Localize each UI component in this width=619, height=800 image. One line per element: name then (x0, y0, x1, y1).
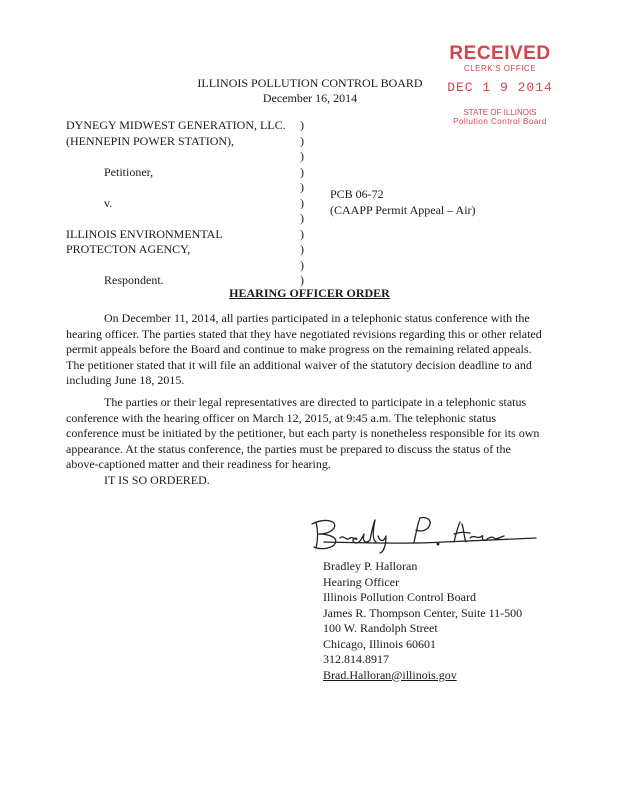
stamp-state-line1: STATE OF ILLINOIS (463, 108, 537, 117)
petitioner-role: Petitioner, (104, 164, 154, 179)
order-paragraph-2: The parties or their legal representatives are directed to participate in a telephonic status conference with the hearing officer on March 12, 2015, at 9:45 a.m. The telephonic status conference must be initiated by the petitioner, but each party is nonetheless responsible for its own appearance. At the status conference, the parties must be prepared to discuss the status of the above-captioned matter and their readiness for hearing. (66, 395, 540, 471)
caption-paren: ) (300, 211, 304, 225)
signer-phone: 312.814.8917 (323, 652, 389, 666)
board-name: ILLINOIS POLLUTION CONTROL BOARD (197, 76, 423, 90)
case-type: (CAAPP Permit Appeal – Air) (330, 202, 476, 217)
caption-paren: ) (300, 195, 304, 210)
signer-email-link[interactable]: Brad.Halloran@illinois.gov (323, 667, 457, 682)
stamp-clerks-office: CLERK'S OFFICE (463, 64, 537, 73)
respondent-name-line1: ILLINOIS ENVIRONMENTAL (66, 226, 223, 241)
respondent-role: Respondent. (104, 273, 164, 287)
petitioner-name-line1: DYNEGY MIDWEST GENERATION, LLC. (66, 118, 286, 132)
caption-paren: ) (300, 180, 304, 194)
stamp-received-text: RECEIVED (449, 43, 551, 64)
caption-paren: ) (300, 257, 304, 272)
caption-paren: ) (300, 133, 304, 148)
petitioner-name-line2: (HENNEPIN POWER STATION), (66, 133, 235, 148)
case-info (330, 187, 476, 218)
stamp-date: DEC 1 9 2014 (447, 80, 553, 95)
stamp-state-line2: Pollution Control Board (453, 117, 547, 126)
signature-block (323, 559, 522, 683)
versus: v. (104, 195, 113, 210)
case-number: PCB 06-72 (330, 187, 384, 201)
signer-organization: Illinois Pollution Control Board (323, 590, 477, 604)
caption-paren: ) (300, 273, 304, 287)
signer-title: Hearing Officer (323, 574, 400, 589)
caption-paren: ) (300, 164, 304, 179)
caption-paren: ) (300, 118, 304, 132)
caption-paren: ) (300, 226, 304, 241)
order-closing: IT IS SO ORDERED. (104, 473, 210, 487)
document-header (150, 76, 470, 106)
signer-name: Bradley P. Halloran (323, 559, 418, 573)
caption-paren: ) (300, 242, 304, 256)
caption-paren: ) (300, 149, 304, 163)
signer-address-2: 100 W. Randolph Street (323, 621, 438, 635)
signer-city: Chicago, Illinois 60601 (323, 636, 436, 651)
signer-address-1: James R. Thompson Center, Suite 11-500 (323, 605, 523, 620)
order-title: HEARING OFFICER ORDER (229, 286, 390, 300)
respondent-name-line2: PROTECTON AGENCY, (66, 242, 191, 256)
header-date: December 16, 2014 (262, 91, 358, 105)
handwritten-signature (294, 512, 544, 554)
order-paragraph-1: On December 11, 2014, all parties participated in a telephonic status conference with the hearing officer. The parties stated that they have negotiated revisions regarding this or other related permit appeals before the Board and continue to make progress on the remaining related appeals. The petitioner stated that it will file an additional waiver of the statutory decision deadline to and including June 18, 2015. (66, 311, 542, 387)
